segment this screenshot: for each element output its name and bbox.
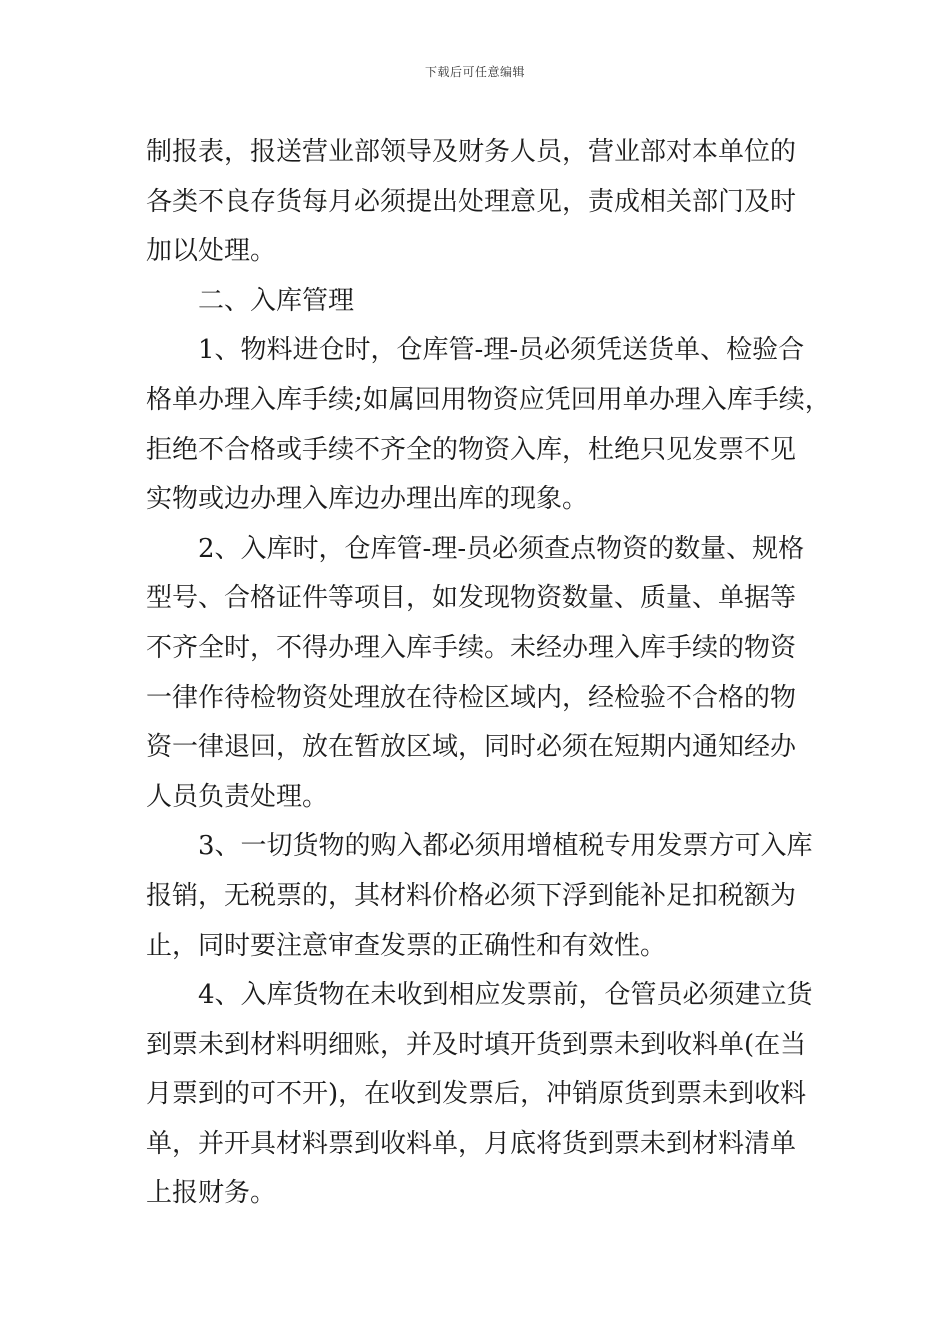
- text-line: 资一律退回，放在暂放区域，同时必须在短期内通知经办: [146, 732, 797, 763]
- text-line: 1、物料进仓时，仓库管-理-员必须凭送货单、检验合: [198, 335, 805, 366]
- text-line: 2、入库时，仓库管-理-员必须查点物资的数量、规格: [198, 533, 805, 564]
- text-line: 3、一切货物的购入都必须用增植税专用发票方可入库: [198, 831, 813, 862]
- text-line: 加以处理。: [146, 236, 277, 267]
- text-line: 止，同时要注意审查发票的正确性和有效性。: [146, 930, 667, 961]
- text-line: 上报财务。: [146, 1178, 277, 1209]
- text-line: 制报表，报送营业部领导及财务人员，营业部对本单位的: [146, 137, 797, 167]
- document-body: [146, 128, 831, 1219]
- text-line: 人员负责处理。: [146, 781, 329, 812]
- text-line: 4、入库货物在未收到相应发票前，仓管员必须建立货: [198, 980, 813, 1011]
- text-line: 月票到的可不开)，在收到发票后，冲销原货到票未到收料: [146, 1079, 807, 1110]
- text-line: 到票未到材料明细账，并及时填开货到票未到收料单(在当: [146, 1029, 807, 1060]
- text-line: 不齐全时，不得办理入库手续。未经办理入库手续的物资: [146, 632, 797, 663]
- text-line: 一律作待检物资处理放在待检区域内，经检验不合格的物: [146, 682, 797, 713]
- page-header: 下载后可任意编辑: [424, 65, 525, 79]
- text-line: 实物或边办理入库边办理出库的现象。: [146, 484, 589, 515]
- text-line: 型号、合格证件等项目，如发现物资数量、质量、单据等: [146, 583, 797, 614]
- text-line: 格单办理入库手续;如属回用物资应凭回用单办理入库手续，: [146, 384, 831, 415]
- text-line: 各类不良存货每月必须提出处理意见，责成相关部门及时: [146, 186, 797, 217]
- text-line: 报销，无税票的，其材料价格必须下浮到能补足扣税额为: [146, 880, 797, 911]
- text-line: 拒绝不合格或手续不齐全的物资入库，杜绝只见发票不见: [146, 434, 797, 465]
- text-line: 单，并开具材料票到收料单，月底将货到票未到材料清单: [146, 1128, 797, 1159]
- section-heading: 二、入库管理: [198, 285, 355, 316]
